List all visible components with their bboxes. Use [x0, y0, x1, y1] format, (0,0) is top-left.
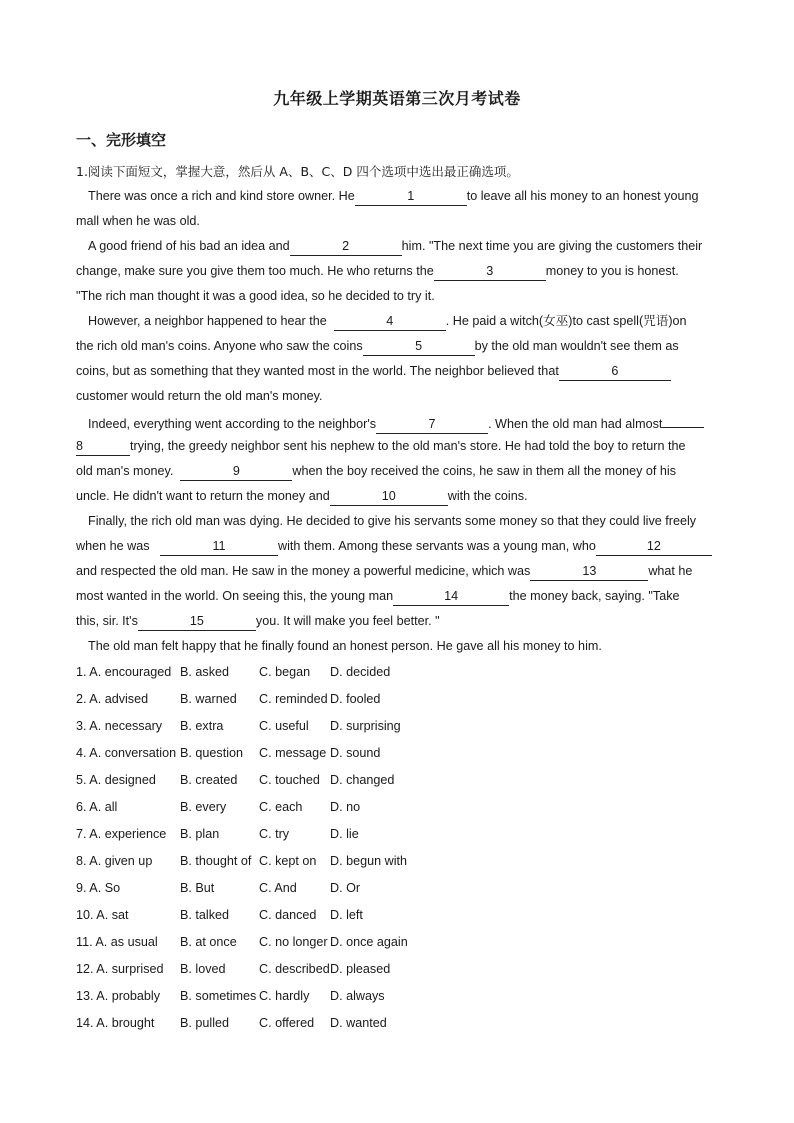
blank-13: 13: [530, 562, 648, 581]
option-d[interactable]: D. wanted: [330, 1016, 387, 1030]
option-b[interactable]: B. created: [180, 773, 238, 787]
passage-text: him. "The next time you are giving the customers their: [401, 239, 703, 253]
blank-8-start: [662, 409, 704, 428]
option-c[interactable]: C. no longer: [259, 935, 328, 949]
blank-11: 11: [160, 537, 278, 556]
option-a[interactable]: 8. A. given up: [76, 854, 153, 868]
option-c[interactable]: C. touched: [259, 773, 320, 787]
option-a[interactable]: 1. A. encouraged: [76, 665, 172, 679]
passage-line: [76, 484, 720, 509]
passage-line: [76, 384, 720, 409]
passage-text: you. It will make you feel better. ": [255, 614, 440, 628]
passage-text: the rich old man's coins. Anyone who saw the coins: [76, 339, 363, 353]
option-b[interactable]: B. plan: [180, 827, 220, 841]
option-d[interactable]: D. no: [330, 800, 361, 814]
blank-6: 6: [559, 362, 671, 381]
option-b[interactable]: B. thought of: [180, 854, 252, 868]
cloze-passage: [76, 184, 720, 659]
passage-text: with them. Among these servants was a young man, who: [278, 539, 596, 553]
option-b[interactable]: B. sometimes: [180, 989, 257, 1003]
option-b[interactable]: B. But: [180, 881, 215, 895]
passage-text: by the old man wouldn't see them as: [474, 339, 679, 353]
passage-text: mall when he was old.: [76, 214, 200, 228]
passage-text: the money back, saying. "Take: [509, 589, 680, 603]
option-a[interactable]: 3. A. necessary: [76, 719, 163, 733]
passage-line: [76, 434, 720, 459]
passage-text: and respected the old man. He saw in the money a powerful medicine, which was: [76, 564, 531, 578]
option-d[interactable]: D. lie: [330, 827, 359, 841]
option-c[interactable]: C. offered: [259, 1016, 315, 1030]
blank-10: 10: [330, 487, 448, 506]
option-c[interactable]: C. useful: [259, 719, 309, 733]
instruction-text: 1.阅读下面短文，掌握大意，然后从 A、B、C、D 四个选项中选出最正确选项。: [76, 164, 519, 179]
passage-text: Indeed, everything went according to the neighbor's: [88, 417, 377, 431]
passage-text: what he: [648, 564, 693, 578]
option-b[interactable]: B. pulled: [180, 1016, 230, 1030]
section-heading: 一、完形填空: [76, 131, 167, 149]
option-c[interactable]: C. kept on: [259, 854, 317, 868]
option-d[interactable]: D. pleased: [330, 962, 391, 976]
passage-line: [76, 584, 720, 609]
passage-text: However, a neighbor happened to hear the: [88, 314, 327, 328]
passage-line: [76, 634, 720, 659]
option-b[interactable]: B. question: [180, 746, 244, 760]
passage-text: . He paid a witch(女巫)to cast spell(咒语)on: [445, 314, 687, 328]
blank-12: 12: [596, 537, 712, 556]
passage-text: Finally, the rich old man was dying. He decided to give his servants some money so that they could live freely: [88, 514, 697, 528]
option-d[interactable]: D. decided: [330, 665, 391, 679]
passage-text: change, make sure you give them too much. He who returns the: [76, 264, 434, 278]
passage-line: [76, 209, 720, 234]
blank-15: 15: [138, 612, 256, 631]
option-a[interactable]: 13. A. probably: [76, 989, 161, 1003]
passage-line: [76, 559, 720, 584]
option-b[interactable]: B. asked: [180, 665, 230, 679]
passage-line: [76, 609, 720, 634]
option-a[interactable]: 5. A. designed: [76, 773, 156, 787]
option-d[interactable]: D. changed: [330, 773, 395, 787]
option-b[interactable]: B. talked: [180, 908, 230, 922]
passage-text: coins, but as something that they wanted most in the world. The neighbor believed that: [76, 364, 559, 378]
option-c[interactable]: C. described: [259, 962, 330, 976]
option-a[interactable]: 7. A. experience: [76, 827, 167, 841]
passage-text: customer would return the old man's money.: [76, 389, 323, 403]
passage-text: money to you is honest.: [545, 264, 679, 278]
option-d[interactable]: D. left: [330, 908, 363, 922]
passage-line: [76, 259, 720, 284]
passage-text: when the boy received the coins, he saw in them all the money of his: [292, 464, 676, 478]
option-c[interactable]: C. danced: [259, 908, 317, 922]
option-d[interactable]: D. begun with: [330, 854, 408, 868]
passage-line: [76, 459, 720, 484]
blank-1: 1: [355, 187, 467, 206]
passage-text: most wanted in the world. On seeing this, the young man: [76, 589, 394, 603]
passage-text: The old man felt happy that he finally found an honest person. He gave all his money to him.: [88, 639, 602, 653]
option-a[interactable]: 10. A. sat: [76, 908, 129, 922]
passage-text: trying, the greedy neighbor sent his nephew to the old man's store. He had told the boy to return the: [130, 439, 686, 453]
option-d[interactable]: D. Or: [330, 881, 361, 895]
passage-line: [76, 184, 720, 209]
page-title: 九年级上学期英语第三次月考试卷: [273, 89, 521, 108]
option-b[interactable]: B. at once: [180, 935, 237, 949]
passage-text: this, sir. It's: [76, 614, 138, 628]
passage-line: [76, 509, 720, 534]
passage-line: [76, 359, 720, 384]
passage-line: [76, 409, 720, 434]
passage-line: [76, 334, 720, 359]
option-b[interactable]: B. extra: [180, 719, 224, 733]
option-c[interactable]: C. began: [259, 665, 311, 679]
option-d[interactable]: D. sound: [330, 746, 381, 760]
option-c[interactable]: C. message: [259, 746, 327, 760]
option-a[interactable]: 2. A. advised: [76, 692, 149, 706]
passage-text: "The rich man thought it was a good idea, so he decided to try it.: [76, 289, 435, 303]
option-c[interactable]: C. hardly: [259, 989, 310, 1003]
option-c[interactable]: C. reminded: [259, 692, 328, 706]
passage-line: [76, 309, 720, 334]
passage-text: when he was: [76, 539, 150, 553]
blank-3: 3: [434, 262, 546, 281]
option-b[interactable]: B. warned: [180, 692, 237, 706]
blank-7: 7: [376, 415, 488, 434]
blank-8: 8: [76, 437, 130, 456]
passage-text: . When the old man had almost: [488, 417, 663, 431]
passage-text: to leave all his money to an honest young: [466, 189, 699, 203]
option-b[interactable]: B. loved: [180, 962, 226, 976]
passage-line: [76, 234, 720, 259]
option-d[interactable]: D. once again: [330, 935, 408, 949]
option-a[interactable]: 11. A. as usual: [76, 935, 158, 949]
option-b[interactable]: B. every: [180, 800, 227, 814]
passage-text: uncle. He didn't want to return the money and: [76, 489, 330, 503]
option-d[interactable]: D. surprising: [330, 719, 401, 733]
blank-14: 14: [393, 587, 509, 606]
passage-text: old man's money.: [76, 464, 174, 478]
blank-5: 5: [363, 337, 475, 356]
blank-2: 2: [290, 237, 402, 256]
passage-text: There was once a rich and kind store owner. He: [88, 189, 355, 203]
passage-text: with the coins.: [447, 489, 528, 503]
option-c[interactable]: C. each: [259, 800, 303, 814]
option-d[interactable]: D. fooled: [330, 692, 381, 706]
option-a[interactable]: 6. A. all: [76, 800, 118, 814]
option-a[interactable]: 4. A. conversation: [76, 746, 177, 760]
option-c[interactable]: C. try: [259, 827, 290, 841]
blank-4: 4: [334, 312, 446, 331]
option-a[interactable]: 9. A. So: [76, 881, 121, 895]
blank-9: 9: [180, 462, 292, 481]
passage-line: [76, 284, 720, 309]
passage-text: A good friend of his bad an idea and: [88, 239, 290, 253]
option-a[interactable]: 12. A. surprised: [76, 962, 164, 976]
option-a[interactable]: 14. A. brought: [76, 1016, 155, 1030]
option-c[interactable]: C. And: [259, 881, 297, 895]
option-d[interactable]: D. always: [330, 989, 385, 1003]
passage-line: [76, 534, 720, 559]
